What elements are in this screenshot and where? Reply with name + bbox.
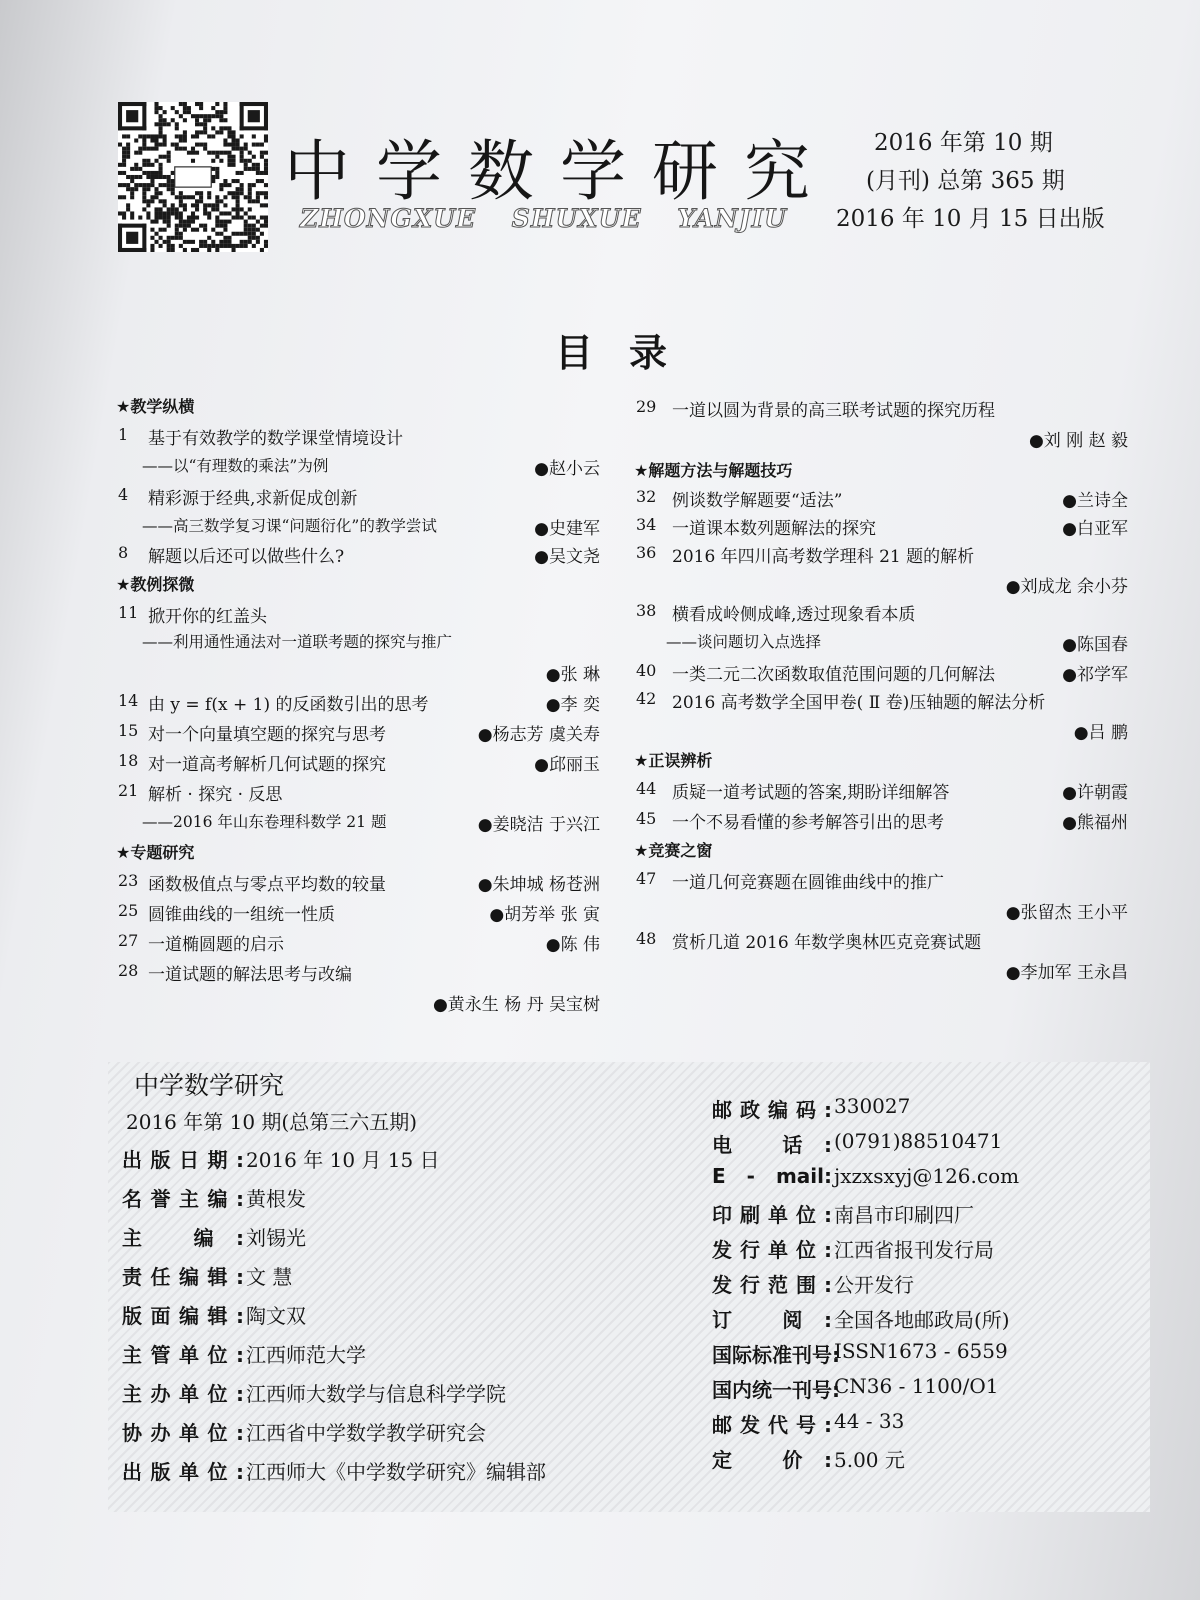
toc-article-title[interactable]: 圆锥曲线的一组统一性质 [148, 905, 335, 925]
colophon-label: E - mail: [712, 1164, 832, 1188]
colophon-label: 邮发代号: [712, 1413, 832, 1437]
toc-article-subtitle: ——以“有理数的乘法”为例 [142, 457, 329, 475]
toc-author: ●姜晓洁 于兴江 [477, 815, 600, 835]
toc-article-subtitle: ——高三数学复习课“问题衍化”的教学尝试 [142, 517, 437, 535]
colophon-label: 责任编辑: [122, 1265, 244, 1289]
toc-section-heading: ★教学纵横 [116, 397, 195, 416]
colophon-label: 出版单位: [122, 1460, 244, 1484]
toc-page-number: 40 [636, 661, 657, 680]
colophon-value: 江西师范大学 [246, 1343, 366, 1367]
toc-article-title[interactable]: 例谈数学解题要“适法” [672, 491, 843, 511]
toc-section-heading: ★竞赛之窗 [634, 841, 713, 860]
colophon-value: 公开发行 [834, 1273, 914, 1297]
toc-article-title[interactable]: 函数极值点与零点平均数的较量 [148, 875, 386, 895]
toc-article-subtitle: ——谈问题切入点选择 [666, 633, 822, 651]
toc-author: ●朱坤城 杨苍洲 [477, 875, 600, 895]
colophon-label: 订 阅: [712, 1308, 832, 1332]
toc-author: ●祁学军 [1062, 665, 1128, 685]
toc-article-title[interactable]: 一道几何竞赛题在圆锥曲线中的推广 [672, 873, 944, 893]
journal-title-pinyin: ZHONGXUE SHUXUE YANJIU [300, 204, 788, 233]
colophon-label: 主 编: [122, 1226, 244, 1250]
toc-article-title[interactable]: 一个不易看懂的参考解答引出的思考 [672, 813, 944, 833]
toc-article-title[interactable]: 赏析几道 2016 年数学奥林匹克竞赛试题 [672, 933, 982, 953]
toc-page-number: 45 [636, 809, 657, 828]
toc-article-title[interactable]: 掀开你的红盖头 [148, 607, 267, 627]
colophon-label: 邮政编码: [712, 1098, 832, 1122]
toc-author: ●许朝霞 [1062, 783, 1128, 803]
toc-article-title[interactable]: 一道试题的解法思考与改编 [148, 965, 352, 985]
toc-article-subtitle: ——2016 年山东卷理科数学 21 题 [142, 813, 387, 831]
toc-page-number: 28 [118, 961, 139, 980]
toc-author: ●白亚军 [1062, 519, 1128, 539]
colophon-value: 刘锡光 [246, 1226, 306, 1250]
toc-author: ●邱丽玉 [534, 755, 600, 775]
toc-author: ●张 琳 [545, 665, 600, 685]
toc-article-title[interactable]: 2016 年四川高考数学理科 21 题的解析 [672, 547, 975, 567]
colophon-issue: 2016 年第 10 期(总第三六五期) [126, 1110, 418, 1134]
colophon-value: 44 - 33 [834, 1409, 905, 1433]
qr-code-icon [118, 102, 268, 252]
colophon-value: 5.00 元 [834, 1448, 905, 1472]
colophon-label: 国际标准刊号: [712, 1343, 840, 1367]
colophon-value: CN36 - 1100/O1 [834, 1374, 999, 1398]
toc-author: ●陈 伟 [545, 935, 600, 955]
issue-total: (月刊) 总第 365 期 [866, 168, 1065, 194]
colophon-label: 出版日期: [122, 1148, 244, 1172]
toc-page-number: 23 [118, 871, 139, 890]
colophon-value: 陶文双 [246, 1304, 306, 1328]
toc-article-title[interactable]: 由 y = f(x + 1) 的反函数引出的思考 [148, 695, 429, 715]
toc-article-title[interactable]: 一道以圆为背景的高三联考试题的探究历程 [672, 401, 995, 421]
toc-author: ●刘 刚 赵 毅 [1028, 431, 1128, 451]
colophon-value: 南昌市印刷四厂 [834, 1203, 974, 1227]
toc-heading: 目录 [555, 331, 704, 375]
colophon-label: 版面编辑: [122, 1304, 244, 1328]
toc-page-number: 4 [118, 485, 129, 504]
colophon-label: 名誉主编: [122, 1187, 244, 1211]
toc-page-number: 29 [636, 397, 657, 416]
toc-article-title[interactable]: 解析 · 探究 · 反思 [148, 785, 283, 805]
toc-author: ●杨志芳 虞关寿 [477, 725, 600, 745]
toc-author: ●赵小云 [534, 459, 600, 479]
colophon-label: 国内统一刊号: [712, 1378, 840, 1402]
toc-page-number: 34 [636, 515, 657, 534]
toc-article-title[interactable]: 一类二元二次函数取值范围问题的几何解法 [672, 665, 995, 685]
toc-author: ●黄永生 杨 丹 吴宝树 [432, 995, 600, 1015]
colophon-label: 定 价: [712, 1448, 832, 1472]
toc-author: ●张留杰 王小平 [1005, 903, 1128, 923]
toc-page-number: 1 [118, 425, 129, 444]
toc-article-title[interactable]: 质疑一道考试题的答案,期盼详细解答 [672, 783, 950, 803]
toc-article-title[interactable]: 一道课本数列题解法的探究 [672, 519, 876, 539]
toc-author: ●熊福州 [1062, 813, 1128, 833]
colophon-value: 江西省报刊发行局 [834, 1238, 994, 1262]
toc-article-subtitle: ——利用通性通法对一道联考题的探究与推广 [142, 633, 453, 651]
toc-section-heading: ★正误辨析 [634, 751, 713, 770]
toc-page-number: 38 [636, 601, 657, 620]
colophon-label: 发行范围: [712, 1273, 832, 1297]
toc-author: ●李加军 王永昌 [1005, 963, 1128, 983]
toc-article-title[interactable]: 2016 高考数学全国甲卷( Ⅱ 卷)压轴题的解法分析 [672, 693, 1046, 713]
toc-page-number: 18 [118, 751, 139, 770]
colophon-value: (0791)88510471 [834, 1129, 1003, 1153]
toc-author: ●陈国春 [1062, 635, 1128, 655]
issue-number: 2016 年第 10 期 [874, 130, 1053, 156]
colophon-value: 江西师大《中学数学研究》编辑部 [246, 1460, 546, 1484]
colophon-value: 江西省中学数学教学研究会 [246, 1421, 486, 1445]
toc-article-title[interactable]: 精彩源于经典,求新促成创新 [148, 489, 358, 509]
toc-page-number: 21 [118, 781, 139, 800]
toc-page-number: 36 [636, 543, 657, 562]
colophon-label: 协办单位: [122, 1421, 244, 1445]
toc-author: ●吕 鹏 [1073, 723, 1128, 743]
toc-article-title[interactable]: 解题以后还可以做些什么? [148, 547, 345, 567]
toc-section-heading: ★教例探微 [116, 575, 195, 594]
toc-author: ●兰诗全 [1062, 491, 1128, 511]
toc-page-number: 32 [636, 487, 657, 506]
colophon-value: 江西师大数学与信息科学学院 [246, 1382, 506, 1406]
colophon-label: 电 话: [712, 1133, 832, 1157]
toc-page-number: 15 [118, 721, 139, 740]
toc-article-title[interactable]: 对一个向量填空题的探究与思考 [148, 725, 386, 745]
colophon-value: 330027 [834, 1094, 911, 1118]
colophon-value: 全国各地邮政局(所) [834, 1308, 1010, 1332]
toc-page-number: 44 [636, 779, 657, 798]
colophon-value: jxzxsxyj@126.com [834, 1164, 1020, 1188]
toc-page-number: 14 [118, 691, 139, 710]
publish-date: 2016 年 10 月 15 日出版 [836, 206, 1105, 232]
colophon-label: 发行单位: [712, 1238, 832, 1262]
toc-author: ●胡芳举 张 寅 [489, 905, 600, 925]
toc-author: ●刘成龙 余小芬 [1005, 577, 1128, 597]
toc-page-number: 11 [118, 603, 139, 622]
toc-article-title[interactable]: 对一道高考解析几何试题的探究 [148, 755, 386, 775]
toc-page-number: 48 [636, 929, 657, 948]
colophon-label: 主办单位: [122, 1382, 244, 1406]
toc-page-number: 27 [118, 931, 139, 950]
colophon-value: 文 慧 [246, 1265, 293, 1289]
toc-section-heading: ★解题方法与解题技巧 [634, 461, 793, 480]
colophon-title: 中学数学研究 [134, 1071, 285, 1100]
colophon-value: 黄根发 [246, 1187, 306, 1211]
toc-author: ●吴文尧 [534, 547, 600, 567]
colophon-label: 印刷单位: [712, 1203, 832, 1227]
toc-article-title[interactable]: 横看成岭侧成峰,透过现象看本质 [672, 605, 916, 625]
toc-page-number: 8 [118, 543, 129, 562]
colophon-value: ISSN1673 - 6559 [834, 1339, 1008, 1363]
toc-page-number: 47 [636, 869, 657, 888]
toc-author: ●史建军 [534, 519, 600, 539]
toc-page-number: 25 [118, 901, 139, 920]
toc-article-title[interactable]: 基于有效教学的数学课堂情境设计 [148, 429, 403, 449]
journal-title: 中学数学研究 [284, 133, 836, 210]
toc-page-number: 42 [636, 689, 657, 708]
colophon-value: 2016 年 10 月 15 日 [246, 1148, 440, 1172]
toc-section-heading: ★专题研究 [116, 843, 195, 862]
toc-article-title[interactable]: 一道椭圆题的启示 [148, 935, 284, 955]
colophon-label: 主管单位: [122, 1343, 244, 1367]
toc-author: ●李 奕 [545, 695, 600, 715]
